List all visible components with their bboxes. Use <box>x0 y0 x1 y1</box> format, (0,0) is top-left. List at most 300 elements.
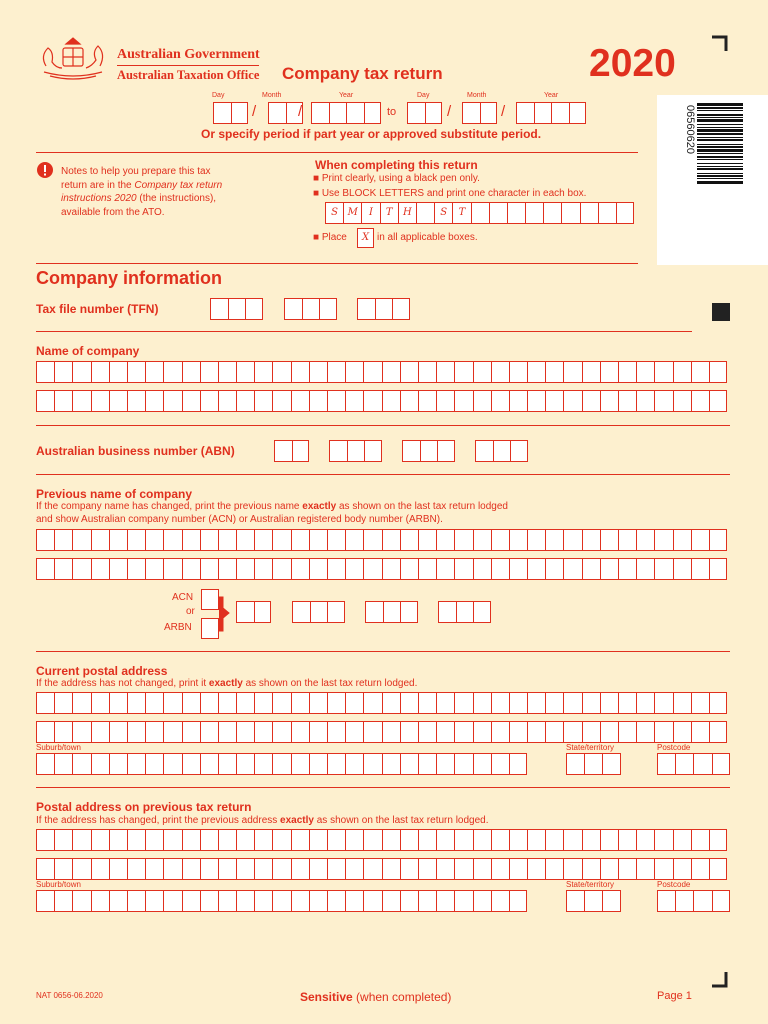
char-box[interactable] <box>109 390 127 412</box>
char-box[interactable] <box>218 390 236 412</box>
char-box[interactable] <box>527 858 545 880</box>
char-box[interactable] <box>618 529 636 551</box>
char-box[interactable] <box>91 829 109 851</box>
char-box[interactable] <box>491 721 509 743</box>
char-box[interactable] <box>545 361 563 383</box>
char-box[interactable] <box>309 558 327 580</box>
char-box[interactable] <box>654 858 672 880</box>
char-box[interactable] <box>345 721 363 743</box>
char-box[interactable] <box>600 390 618 412</box>
tfn-boxes-2[interactable] <box>284 298 337 320</box>
char-box[interactable] <box>363 390 381 412</box>
char-box[interactable] <box>163 890 181 912</box>
char-box[interactable] <box>673 829 691 851</box>
abn-boxes-4[interactable] <box>475 440 528 462</box>
char-box[interactable] <box>345 390 363 412</box>
char-box[interactable] <box>36 390 54 412</box>
char-box[interactable] <box>473 829 491 851</box>
postal-row-1[interactable] <box>36 692 727 714</box>
char-box[interactable] <box>418 890 436 912</box>
char-box[interactable] <box>691 361 709 383</box>
char-box[interactable] <box>72 558 90 580</box>
char-box[interactable] <box>291 390 309 412</box>
acn-boxes-4[interactable] <box>438 601 491 623</box>
char-box[interactable] <box>127 753 145 775</box>
char-box[interactable] <box>582 390 600 412</box>
char-box[interactable] <box>291 558 309 580</box>
char-box[interactable] <box>693 753 711 775</box>
char-box[interactable] <box>400 890 418 912</box>
char-box[interactable] <box>636 858 654 880</box>
char-box[interactable] <box>127 721 145 743</box>
char-box[interactable] <box>584 753 602 775</box>
char-box[interactable] <box>163 721 181 743</box>
char-box[interactable] <box>145 721 163 743</box>
char-box[interactable] <box>418 753 436 775</box>
char-box[interactable] <box>127 858 145 880</box>
char-box[interactable] <box>454 890 472 912</box>
char-box[interactable] <box>327 361 345 383</box>
char-box[interactable] <box>675 753 693 775</box>
char-box[interactable] <box>509 721 527 743</box>
char-box[interactable] <box>636 558 654 580</box>
char-box[interactable] <box>36 361 54 383</box>
char-box[interactable] <box>91 858 109 880</box>
char-box[interactable] <box>563 721 581 743</box>
char-box[interactable] <box>618 692 636 714</box>
char-box[interactable] <box>545 390 563 412</box>
char-box[interactable] <box>72 829 90 851</box>
char-box[interactable] <box>363 692 381 714</box>
char-box[interactable] <box>584 890 602 912</box>
char-box[interactable] <box>145 858 163 880</box>
char-box[interactable] <box>382 529 400 551</box>
char-box[interactable] <box>345 753 363 775</box>
char-box[interactable] <box>582 721 600 743</box>
char-box[interactable] <box>163 829 181 851</box>
char-box[interactable] <box>218 890 236 912</box>
char-box[interactable] <box>673 529 691 551</box>
char-box[interactable] <box>563 692 581 714</box>
char-box[interactable] <box>527 361 545 383</box>
char-box[interactable] <box>309 692 327 714</box>
char-box[interactable] <box>673 558 691 580</box>
char-box[interactable] <box>182 692 200 714</box>
char-box[interactable] <box>272 890 290 912</box>
char-box[interactable] <box>436 753 454 775</box>
char-box[interactable] <box>345 829 363 851</box>
char-box[interactable] <box>454 858 472 880</box>
char-box[interactable] <box>600 721 618 743</box>
postal-postcode-boxes[interactable] <box>657 753 730 775</box>
char-box[interactable] <box>327 692 345 714</box>
char-box[interactable] <box>418 529 436 551</box>
char-box[interactable] <box>363 721 381 743</box>
char-box[interactable] <box>582 361 600 383</box>
char-box[interactable] <box>91 361 109 383</box>
char-box[interactable] <box>254 692 272 714</box>
char-box[interactable] <box>709 858 727 880</box>
char-box[interactable] <box>491 692 509 714</box>
char-box[interactable] <box>563 390 581 412</box>
char-box[interactable] <box>363 890 381 912</box>
char-box[interactable] <box>654 829 672 851</box>
char-box[interactable] <box>491 753 509 775</box>
char-box[interactable] <box>182 529 200 551</box>
char-box[interactable] <box>291 858 309 880</box>
char-box[interactable] <box>566 890 584 912</box>
char-box[interactable] <box>145 558 163 580</box>
char-box[interactable] <box>657 890 675 912</box>
char-box[interactable] <box>309 829 327 851</box>
char-box[interactable] <box>566 753 584 775</box>
char-box[interactable] <box>436 361 454 383</box>
char-box[interactable] <box>127 692 145 714</box>
prev-name-row-2[interactable] <box>36 558 727 580</box>
postal-state-boxes[interactable] <box>566 753 621 775</box>
char-box[interactable] <box>363 858 381 880</box>
char-box[interactable] <box>454 390 472 412</box>
char-box[interactable] <box>363 558 381 580</box>
char-box[interactable] <box>327 858 345 880</box>
char-box[interactable] <box>182 858 200 880</box>
char-box[interactable] <box>691 721 709 743</box>
char-box[interactable] <box>473 890 491 912</box>
tfn-boxes-3[interactable] <box>357 298 410 320</box>
char-box[interactable] <box>272 753 290 775</box>
char-box[interactable] <box>382 858 400 880</box>
char-box[interactable] <box>491 361 509 383</box>
char-box[interactable] <box>509 361 527 383</box>
char-box[interactable] <box>254 753 272 775</box>
char-box[interactable] <box>418 721 436 743</box>
char-box[interactable] <box>363 753 381 775</box>
char-box[interactable] <box>509 890 527 912</box>
char-box[interactable] <box>691 558 709 580</box>
char-box[interactable] <box>709 529 727 551</box>
char-box[interactable] <box>509 829 527 851</box>
char-box[interactable] <box>327 558 345 580</box>
char-box[interactable] <box>236 558 254 580</box>
char-box[interactable] <box>491 558 509 580</box>
char-box[interactable] <box>454 753 472 775</box>
char-box[interactable] <box>363 829 381 851</box>
char-box[interactable] <box>327 529 345 551</box>
char-box[interactable] <box>382 721 400 743</box>
char-box[interactable] <box>72 529 90 551</box>
char-box[interactable] <box>218 529 236 551</box>
char-box[interactable] <box>72 390 90 412</box>
char-box[interactable] <box>309 390 327 412</box>
char-box[interactable] <box>600 858 618 880</box>
char-box[interactable] <box>345 361 363 383</box>
period-from-day-boxes[interactable] <box>213 102 248 124</box>
char-box[interactable] <box>163 390 181 412</box>
char-box[interactable] <box>709 692 727 714</box>
char-box[interactable] <box>454 529 472 551</box>
char-box[interactable] <box>54 753 72 775</box>
char-box[interactable] <box>400 858 418 880</box>
char-box[interactable] <box>618 390 636 412</box>
char-box[interactable] <box>91 753 109 775</box>
char-box[interactable] <box>454 721 472 743</box>
char-box[interactable] <box>509 529 527 551</box>
char-box[interactable] <box>400 558 418 580</box>
char-box[interactable] <box>563 858 581 880</box>
char-box[interactable] <box>673 390 691 412</box>
char-box[interactable] <box>545 721 563 743</box>
char-box[interactable] <box>309 753 327 775</box>
char-box[interactable] <box>509 558 527 580</box>
char-box[interactable] <box>200 361 218 383</box>
char-box[interactable] <box>382 361 400 383</box>
char-box[interactable] <box>36 692 54 714</box>
char-box[interactable] <box>36 829 54 851</box>
char-box[interactable] <box>182 361 200 383</box>
char-box[interactable] <box>473 692 491 714</box>
char-box[interactable] <box>109 858 127 880</box>
char-box[interactable] <box>291 692 309 714</box>
char-box[interactable] <box>527 721 545 743</box>
char-box[interactable] <box>400 692 418 714</box>
char-box[interactable] <box>454 829 472 851</box>
char-box[interactable] <box>602 753 620 775</box>
char-box[interactable] <box>72 753 90 775</box>
char-box[interactable] <box>72 858 90 880</box>
char-box[interactable] <box>673 858 691 880</box>
char-box[interactable] <box>236 390 254 412</box>
char-box[interactable] <box>291 890 309 912</box>
company-name-row-1[interactable] <box>36 361 727 383</box>
char-box[interactable] <box>618 361 636 383</box>
char-box[interactable] <box>345 692 363 714</box>
char-box[interactable] <box>473 390 491 412</box>
char-box[interactable] <box>436 829 454 851</box>
char-box[interactable] <box>693 890 711 912</box>
char-box[interactable] <box>709 829 727 851</box>
char-box[interactable] <box>36 529 54 551</box>
char-box[interactable] <box>473 753 491 775</box>
char-box[interactable] <box>327 721 345 743</box>
char-box[interactable] <box>127 361 145 383</box>
char-box[interactable] <box>291 361 309 383</box>
char-box[interactable] <box>182 721 200 743</box>
char-box[interactable] <box>673 361 691 383</box>
char-box[interactable] <box>473 558 491 580</box>
char-box[interactable] <box>582 558 600 580</box>
char-box[interactable] <box>675 890 693 912</box>
char-box[interactable] <box>309 858 327 880</box>
char-box[interactable] <box>272 692 290 714</box>
char-box[interactable] <box>218 753 236 775</box>
char-box[interactable] <box>72 890 90 912</box>
char-box[interactable] <box>145 829 163 851</box>
char-box[interactable] <box>272 721 290 743</box>
char-box[interactable] <box>673 721 691 743</box>
char-box[interactable] <box>218 858 236 880</box>
char-box[interactable] <box>109 529 127 551</box>
char-box[interactable] <box>200 721 218 743</box>
char-box[interactable] <box>712 753 730 775</box>
char-box[interactable] <box>436 890 454 912</box>
tfn-boxes-1[interactable] <box>210 298 263 320</box>
char-box[interactable] <box>382 390 400 412</box>
char-box[interactable] <box>602 890 620 912</box>
char-box[interactable] <box>254 390 272 412</box>
char-box[interactable] <box>109 829 127 851</box>
char-box[interactable] <box>54 858 72 880</box>
char-box[interactable] <box>272 529 290 551</box>
char-box[interactable] <box>254 558 272 580</box>
char-box[interactable] <box>236 829 254 851</box>
char-box[interactable] <box>527 829 545 851</box>
char-box[interactable] <box>272 858 290 880</box>
char-box[interactable] <box>218 361 236 383</box>
char-box[interactable] <box>600 529 618 551</box>
char-box[interactable] <box>454 558 472 580</box>
char-box[interactable] <box>327 753 345 775</box>
char-box[interactable] <box>618 558 636 580</box>
char-box[interactable] <box>418 390 436 412</box>
prev-name-row-1[interactable] <box>36 529 727 551</box>
char-box[interactable] <box>582 692 600 714</box>
char-box[interactable] <box>254 858 272 880</box>
char-box[interactable] <box>236 529 254 551</box>
char-box[interactable] <box>363 361 381 383</box>
char-box[interactable] <box>712 890 730 912</box>
char-box[interactable] <box>91 558 109 580</box>
char-box[interactable] <box>545 558 563 580</box>
char-box[interactable] <box>127 529 145 551</box>
char-box[interactable] <box>691 858 709 880</box>
char-box[interactable] <box>200 390 218 412</box>
prev-postal-state-boxes[interactable] <box>566 890 621 912</box>
char-box[interactable] <box>200 692 218 714</box>
char-box[interactable] <box>545 829 563 851</box>
char-box[interactable] <box>691 529 709 551</box>
char-box[interactable] <box>327 390 345 412</box>
char-box[interactable] <box>473 721 491 743</box>
char-box[interactable] <box>272 390 290 412</box>
char-box[interactable] <box>636 721 654 743</box>
acn-checkbox[interactable] <box>201 589 219 610</box>
char-box[interactable] <box>163 361 181 383</box>
char-box[interactable] <box>600 558 618 580</box>
char-box[interactable] <box>309 529 327 551</box>
char-box[interactable] <box>563 529 581 551</box>
char-box[interactable] <box>545 858 563 880</box>
char-box[interactable] <box>509 390 527 412</box>
char-box[interactable] <box>109 361 127 383</box>
char-box[interactable] <box>345 890 363 912</box>
char-box[interactable] <box>54 390 72 412</box>
char-box[interactable] <box>618 829 636 851</box>
char-box[interactable] <box>563 558 581 580</box>
char-box[interactable] <box>91 721 109 743</box>
char-box[interactable] <box>218 692 236 714</box>
char-box[interactable] <box>654 692 672 714</box>
char-box[interactable] <box>218 558 236 580</box>
char-box[interactable] <box>582 858 600 880</box>
char-box[interactable] <box>254 829 272 851</box>
period-to-year-boxes[interactable] <box>516 102 586 124</box>
char-box[interactable] <box>254 361 272 383</box>
char-box[interactable] <box>109 692 127 714</box>
char-box[interactable] <box>436 721 454 743</box>
char-box[interactable] <box>709 721 727 743</box>
char-box[interactable] <box>291 721 309 743</box>
char-box[interactable] <box>327 890 345 912</box>
char-box[interactable] <box>636 361 654 383</box>
char-box[interactable] <box>200 890 218 912</box>
char-box[interactable] <box>91 529 109 551</box>
char-box[interactable] <box>200 558 218 580</box>
char-box[interactable] <box>418 361 436 383</box>
char-box[interactable] <box>582 829 600 851</box>
char-box[interactable] <box>236 361 254 383</box>
char-box[interactable] <box>163 558 181 580</box>
char-box[interactable] <box>563 829 581 851</box>
char-box[interactable] <box>636 390 654 412</box>
char-box[interactable] <box>291 529 309 551</box>
period-to-month-boxes[interactable] <box>462 102 497 124</box>
char-box[interactable] <box>127 829 145 851</box>
char-box[interactable] <box>636 692 654 714</box>
char-box[interactable] <box>127 890 145 912</box>
char-box[interactable] <box>182 890 200 912</box>
char-box[interactable] <box>600 829 618 851</box>
char-box[interactable] <box>654 361 672 383</box>
acn-boxes-3[interactable] <box>365 601 418 623</box>
acn-boxes-2[interactable] <box>292 601 345 623</box>
char-box[interactable] <box>236 890 254 912</box>
char-box[interactable] <box>509 753 527 775</box>
char-box[interactable] <box>91 692 109 714</box>
char-box[interactable] <box>582 529 600 551</box>
char-box[interactable] <box>654 558 672 580</box>
char-box[interactable] <box>509 858 527 880</box>
char-box[interactable] <box>491 858 509 880</box>
char-box[interactable] <box>236 692 254 714</box>
char-box[interactable] <box>54 692 72 714</box>
char-box[interactable] <box>657 753 675 775</box>
char-box[interactable] <box>272 558 290 580</box>
char-box[interactable] <box>36 753 54 775</box>
char-box[interactable] <box>127 558 145 580</box>
prev-postal-row-1[interactable] <box>36 829 727 851</box>
char-box[interactable] <box>218 721 236 743</box>
char-box[interactable] <box>363 529 381 551</box>
char-box[interactable] <box>254 890 272 912</box>
char-box[interactable] <box>436 692 454 714</box>
char-box[interactable] <box>345 858 363 880</box>
char-box[interactable] <box>691 390 709 412</box>
char-box[interactable] <box>182 390 200 412</box>
char-box[interactable] <box>272 361 290 383</box>
char-box[interactable] <box>145 390 163 412</box>
char-box[interactable] <box>36 858 54 880</box>
char-box[interactable] <box>345 558 363 580</box>
char-box[interactable] <box>709 558 727 580</box>
char-box[interactable] <box>309 721 327 743</box>
char-box[interactable] <box>36 890 54 912</box>
abn-boxes-1[interactable] <box>274 440 309 462</box>
char-box[interactable] <box>236 721 254 743</box>
char-box[interactable] <box>91 390 109 412</box>
char-box[interactable] <box>473 858 491 880</box>
char-box[interactable] <box>200 858 218 880</box>
char-box[interactable] <box>691 692 709 714</box>
